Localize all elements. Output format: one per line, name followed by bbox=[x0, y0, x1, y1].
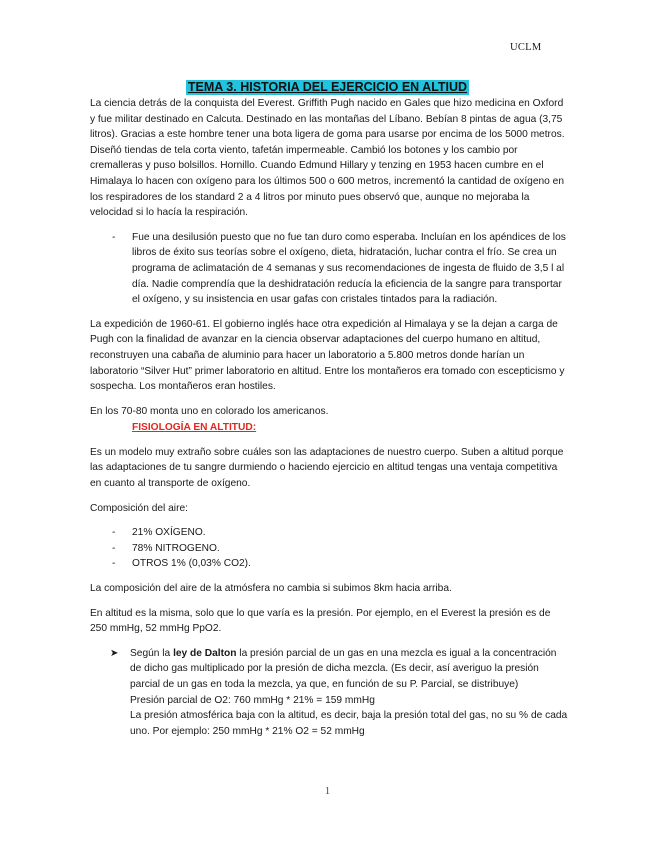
dalton-law-term: ley de Dalton bbox=[173, 647, 237, 659]
dalton-law-block bbox=[90, 646, 568, 740]
air-composition-list bbox=[90, 525, 568, 572]
dalton-prefix: Según la bbox=[130, 647, 174, 659]
paragraph-composition-constant: La composición del aire de la atmósfera no cambia si subimos 8km hacia arriba. bbox=[90, 583, 452, 595]
paragraph-everest: La ciencia detrás de la conquista del Everest. Griffith Pugh nacido en Gales que hizo medicina en Oxford y fue militar destinado en Calcuta. Destinado en las montañas del Líbano. Bebían 8 pintas de agua (3,75 litros). Gracias a este hombre tener una bota ligera de goma para usarse por encima de los 5000 metros. Diseñó tiendas de tela corta viento, tafetán impermeable. Cambió los botones y los cambio por cremalleras y puso bolsillos. Hornillo. Cuando Edmund Hillary y tenzing en 1953 hacen cumbre en el Himalaya lo hacen con oxígeno para los últimos 500 o 600 metros, incrementó la cantidad de oxígeno en los respiradores de los standard 2 a 4 litros por minuto pues observó que, aunque no mejoraba la velocidad si lo hacía la respiración. bbox=[90, 98, 565, 219]
bullet-list-disappointment bbox=[90, 230, 568, 308]
page-number: 1 bbox=[324, 786, 331, 797]
dalton-example-1: Presión parcial de O2: 760 mmHg * 21% = 159 mmHg bbox=[130, 694, 375, 706]
page-title: TEMA 3. HISTORIA DEL EJERCICIO EN ALTIUD bbox=[187, 80, 468, 94]
document-body bbox=[90, 96, 568, 743]
list-item: - Fue una desilusión puesto que no fue tan duro como esperaba. Incluían en los apéndices de los libros de éxito sus teorías sobre el oxígeno, dieta, hidratación, luchar contra el frío. Se crea un programa de aclimatación de 4 semanas y sus recomendaciones de ingesta de fluido de 3,5 l al día. Nadie comprendía que la deshidratación reducía la eficiencia de la sangre para transportar el oxígeno, y su insistencia en usar gafas con cristales tintados para la radiación. bbox=[90, 230, 568, 308]
paragraph-expedition-1960: La expedición de 1960-61. El gobierno inglés hace otra expedición al Himalaya y se la dejan a carga de Pugh con la finalidad de avanzar en la ciencia observar adaptaciones del cuerpo humano en altitud, reconstruyen una cabaña de aluminio para hacer un laboratorio a 5.800 metros donde harían un laboratorio “Silver Hut” primer laboratorio en altitud. Entre los montañeros era tomado con escepticismo y sospecha. Los montañeros eran hostiles. bbox=[90, 318, 565, 393]
paragraph-model: Es un modelo muy extraño sobre cuáles son las adaptaciones de nuestro cuerpo. Suben a altitud porque las adaptaciones de tu sangre durmiendo o haciendo ejercicio en altitud tengas una ventaja competitiva en cuanto al transporte de oxígeno. bbox=[90, 446, 564, 490]
title-container bbox=[0, 80, 655, 97]
list-item: - OTROS 1% (0,03% CO2). bbox=[90, 556, 568, 572]
paragraph-70-80: En los 70-80 monta uno en colorado los americanos. bbox=[90, 405, 329, 417]
dalton-suffix: la presión parcial de un gas en una mezcla es igual a la concentración de dicho gas multiplicado por la presión de dicha mezcla. (Es decir, así averiguo la presión parcial de un gas en toda la mezcla, ya que, en función de su P. Parcial, se distribuye) bbox=[130, 647, 557, 690]
dalton-example-2: La presión atmosférica baja con la altitud, es decir, baja la presión total del gas, no su % de cada uno. Por ejemplo: 250 mmHg * 21% O2 = 52 mmHg bbox=[130, 710, 568, 737]
paragraph-air-composition-label: Composición del aire: bbox=[90, 502, 188, 514]
section-heading-physiology: FISIOLOGÍA EN ALTITUD: bbox=[132, 422, 257, 434]
dalton-law-text bbox=[130, 646, 568, 693]
arrow-bullet-icon: ➤ bbox=[110, 647, 119, 659]
list-item: - 21% OXÍGENO. bbox=[90, 525, 568, 541]
paragraph-pressure: En altitud es la misma, solo que lo que varía es la presión. Por ejemplo, en el Everest la presión es de 250 mmHg, 52 mmHg PpO2. bbox=[90, 607, 551, 635]
header-institution: UCLM bbox=[510, 42, 542, 53]
list-item: - 78% NITROGENO. bbox=[90, 541, 568, 557]
